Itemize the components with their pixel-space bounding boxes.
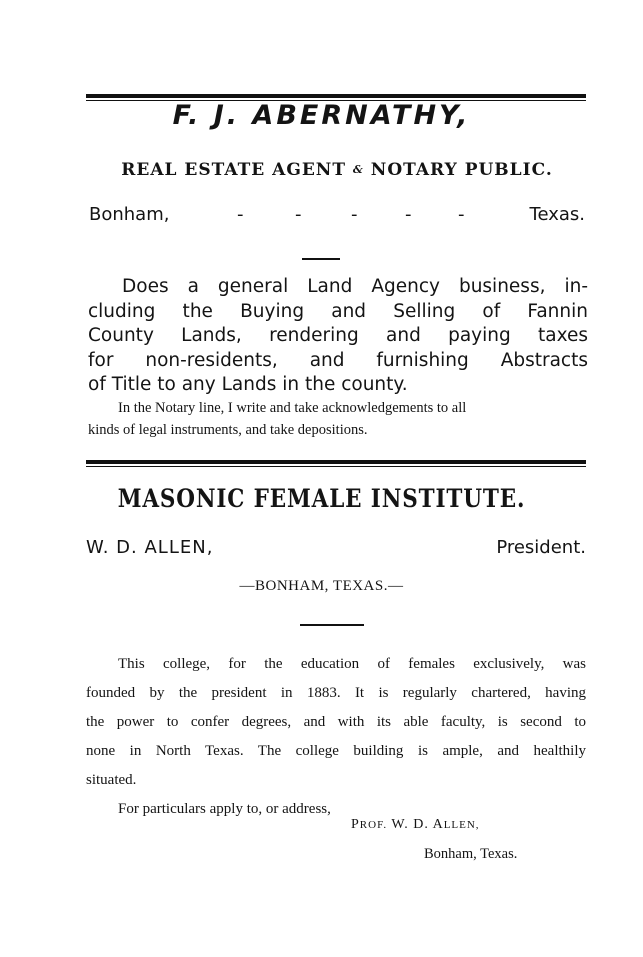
body-line: This college, for the education of females exclusively, was: [118, 656, 586, 672]
notary-line: kinds of legal instruments, and take depositions.: [88, 422, 368, 438]
ad1-notary: [88, 397, 588, 441]
body-line: founded by the president in 1883. It is regularly chartered, having: [86, 685, 586, 701]
sig-mid: W. D. A: [387, 817, 444, 832]
particulars-line: For particulars apply to, or address,: [118, 801, 331, 817]
ad1-city: Bonham,: [89, 204, 170, 225]
ad2-president-name: W. D. ALLEN,: [86, 537, 214, 558]
body-line: County Lands, rendering and paying taxes: [88, 325, 588, 346]
ad1-body: [88, 275, 588, 398]
body-line: for non-residents, and furnishing Abstracts: [88, 349, 588, 371]
sig-prefix-smallcaps: ROF.: [359, 819, 388, 831]
body-line: Does a general Land Agency business, in-: [122, 276, 588, 297]
ad1-name: F. J. ABERNATHY,: [172, 100, 471, 131]
short-divider: [300, 624, 364, 626]
ad2-title: MASONIC FEMALE INSTITUTE.: [117, 484, 526, 513]
body-line: none in North Texas. The college building is ample, and healthily: [86, 743, 586, 759]
signature-name: [351, 817, 480, 833]
short-divider: [302, 258, 340, 260]
body-line: cluding the Buying and Selling of Fannin: [88, 300, 588, 322]
dash: -: [458, 204, 465, 225]
sig-prefix: P: [351, 817, 360, 832]
body-line: situated.: [86, 772, 137, 788]
ad1-role: [87, 160, 587, 180]
sig-suffix-smallcaps: LLEN,: [443, 819, 480, 831]
dash: -: [405, 204, 412, 225]
dash: -: [295, 204, 302, 225]
signature-city: Bonham, Texas.: [424, 846, 518, 862]
ad1-role-b: NOTARY PUBLIC.: [370, 160, 553, 180]
body-line: of Title to any Lands in the county.: [88, 374, 408, 395]
dash: -: [351, 204, 358, 225]
ad1-state: Texas.: [529, 204, 585, 225]
ad1-role-amp: &: [352, 163, 364, 176]
body-line: the power to confer degrees, and with its able faculty, is second to: [86, 714, 586, 730]
ad2-body: [86, 650, 586, 824]
ad2-president-title: President.: [496, 537, 586, 558]
dash: -: [237, 204, 244, 225]
ad1-role-a: REAL ESTATE AGENT: [121, 160, 346, 180]
ad2-city: —BONHAM, TEXAS.—: [239, 578, 404, 594]
notary-line: In the Notary line, I write and take acknowledgements to all: [118, 400, 467, 416]
